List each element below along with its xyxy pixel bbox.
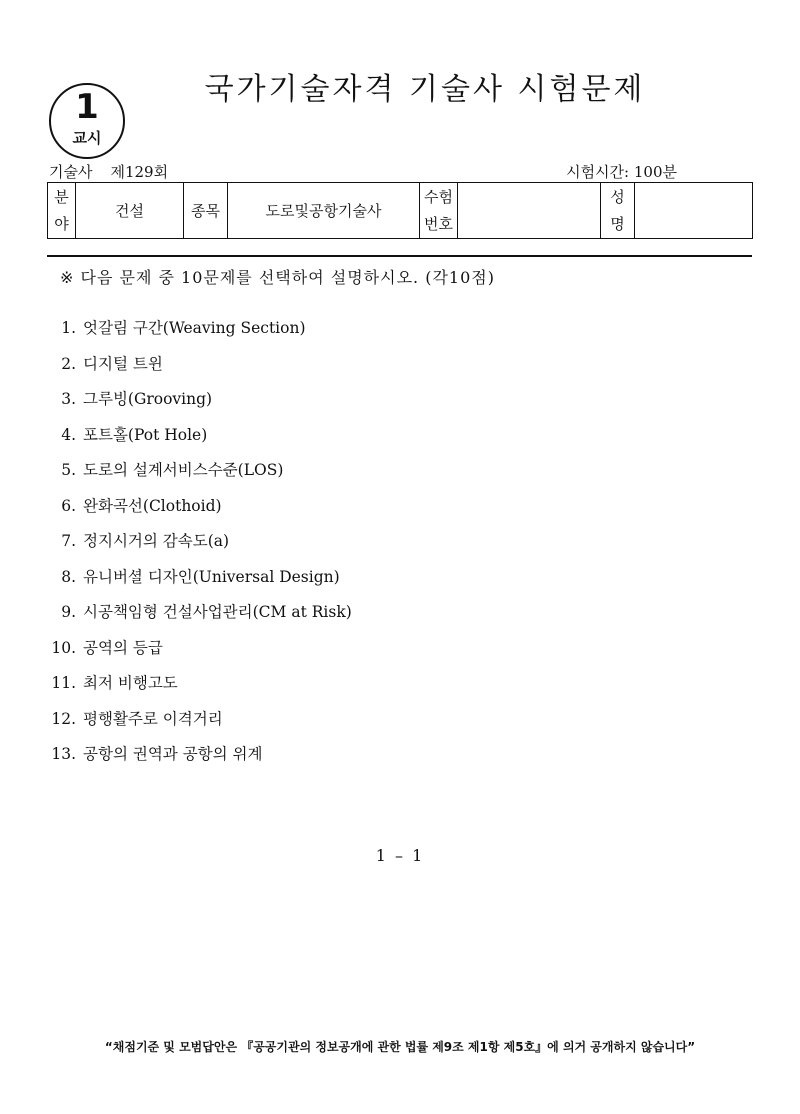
question-text: 정지시거의 감속도(a) <box>83 532 230 550</box>
footer-note: “채점기준 및 모범답안은 『공공기관의 정보공개에 관한 법률 제9조 제1항 제5호』에 의거 공개하지 않습니다” <box>104 1040 696 1054</box>
exam-category: 기술사 <box>49 163 93 181</box>
name-label-bottom: 명 <box>610 215 625 233</box>
info-table <box>47 182 753 239</box>
question-text: 엇갈림 구간(Weaving Section) <box>83 319 306 337</box>
question-text: 시공책임형 건설사업관리(CM at Risk) <box>83 603 352 621</box>
instruction-points: (각10점) <box>425 268 495 287</box>
header-divider <box>47 255 752 257</box>
question-number: 2. <box>61 354 76 373</box>
list-item <box>44 598 352 634</box>
question-number: 10. <box>51 638 76 657</box>
list-item <box>44 527 352 563</box>
exam-meta <box>49 162 168 182</box>
list-item <box>44 314 352 350</box>
question-number: 4. <box>61 425 76 444</box>
field-value-cell: 건설 <box>76 183 184 239</box>
item-value-cell: 도로및공항기술사 <box>228 183 420 239</box>
name-label-cell <box>601 183 635 239</box>
examno-label-cell <box>420 183 458 239</box>
list-item <box>44 740 352 776</box>
list-item <box>44 634 352 670</box>
list-item <box>44 456 352 492</box>
question-text: 디지털 트윈 <box>83 354 163 373</box>
question-number: 11. <box>51 674 76 692</box>
list-item <box>44 492 352 528</box>
question-number: 6. <box>61 496 76 515</box>
page-number: 1 – 1 <box>375 846 425 865</box>
question-number: 3. <box>61 390 76 408</box>
question-text: 유니버셜 디자인(Universal Design) <box>83 567 340 586</box>
list-item <box>44 350 352 386</box>
examno-label-top: 수험 <box>424 188 453 206</box>
field-label-bottom: 야 <box>54 215 69 233</box>
examno-label-bottom: 번호 <box>424 215 453 233</box>
session-label: 교시 <box>72 129 102 147</box>
exam-round: 제129회 <box>110 163 169 181</box>
examno-value-field[interactable] <box>458 183 601 239</box>
question-text: 도로의 설계서비스수준(LOS) <box>83 461 284 479</box>
field-label-cell <box>48 183 76 239</box>
reference-mark: ※ <box>60 268 75 287</box>
list-item <box>44 563 352 599</box>
question-text: 최저 비행고도 <box>83 674 178 692</box>
question-text: 그루빙(Grooving) <box>83 390 213 408</box>
exam-time-value: 100분 <box>633 163 677 181</box>
instruction <box>60 266 495 290</box>
question-number: 7. <box>61 532 76 550</box>
list-item <box>44 421 352 457</box>
question-number: 8. <box>61 567 76 586</box>
name-label-top: 성 <box>610 188 625 206</box>
item-label-cell: 종목 <box>184 183 228 239</box>
question-number: 1. <box>61 319 76 337</box>
question-list <box>44 314 352 776</box>
question-text: 평행활주로 이격거리 <box>83 709 223 728</box>
field-label-top: 분 <box>54 188 69 206</box>
question-text: 포트홀(Pot Hole) <box>83 425 208 444</box>
question-text: 공역의 등급 <box>83 638 163 657</box>
question-number: 9. <box>61 603 76 621</box>
question-number: 13. <box>51 745 76 763</box>
list-item <box>44 705 352 741</box>
exam-time-label: 시험시간: <box>566 163 630 181</box>
question-text: 공항의 권역과 공항의 위계 <box>83 745 263 763</box>
session-number: 1 <box>75 87 99 127</box>
question-text: 완화곡선(Clothoid) <box>83 496 222 515</box>
question-number: 12. <box>51 709 76 728</box>
session-badge <box>49 83 125 159</box>
exam-time <box>566 162 677 182</box>
list-item <box>44 385 352 421</box>
instruction-text: 다음 문제 중 10문제를 선택하여 설명하시오. <box>80 268 420 287</box>
name-value-field[interactable] <box>635 183 753 239</box>
question-number: 5. <box>61 461 76 479</box>
page-title: 국가기술자격 기술사 시험문제 <box>204 72 646 107</box>
list-item <box>44 669 352 705</box>
